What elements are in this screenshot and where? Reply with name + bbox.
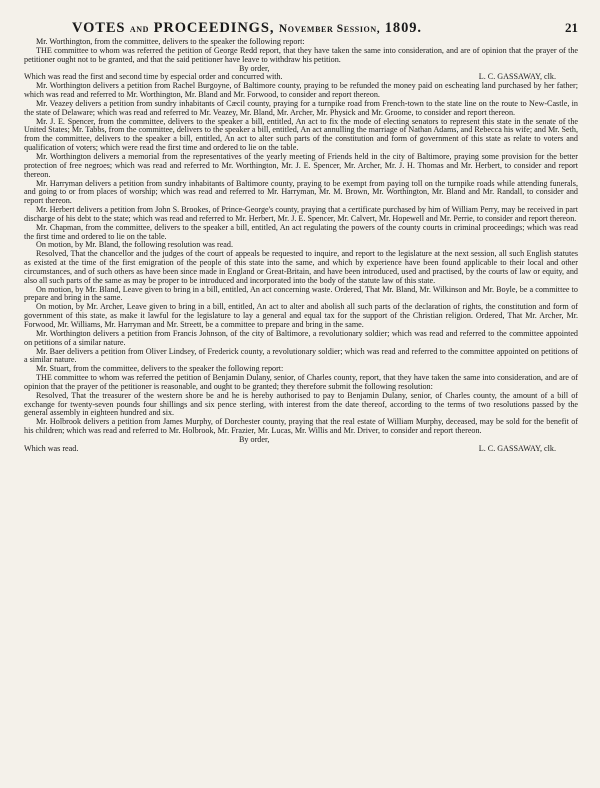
paragraph: Mr. Baer delivers a petition from Oliver Lindsey, of Frederick county, a revolutionary soldier; which was read and referred to the committee appointed on petitions of a similar nature. xyxy=(24,346,578,365)
document-body xyxy=(24,38,578,454)
paragraph: Mr. Holbrook delivers a petition from James Murphy, of Dorchester county, praying that the real estate of William Murphy, deceased, may be sold for the benefit of his children; which was read and referred to Mr. Holbrook, Mr. Frazier, Mr. Lucas, Mr. Willis and Mr. Driver, to consider and report thereon. xyxy=(24,417,578,436)
paragraph: Mr. Worthington delivers a memorial from the representatives of the yearly meeting of Friends held in the city of Baltimore, praying some provision for the better protection of free negroes; which was read and referred to Mr. Worthington, Mr. J. E. Spencer, Mr. Archer, Mr. J. H. Thomas and Mr. Herbert, to consider and report thereon. xyxy=(24,151,578,179)
paragraph: Mr. Worthington delivers a petition from Rachel Burgoyne, of Baltimore county, praying to be refunded the money paid on escheating land purchased by her father; which was read and referred to Mr. Worthington, Mr. Bland and Mr. Forwood, to consider and report thereon. xyxy=(24,81,578,100)
title-proceedings: PROCEEDINGS, xyxy=(153,20,275,36)
clerk-signature: L. C. GASSAWAY, clk. xyxy=(478,72,556,82)
paragraph: Mr. Chapman, from the committee, delivers to the speaker a bill, entitled, An act regulating the powers of the county courts in criminal proceedings; which was read the first time and ordered to lie on the table. xyxy=(24,222,578,241)
page-header xyxy=(24,20,578,37)
paragraph: Mr. Worthington, from the committee, delivers to the speaker the following report: xyxy=(36,37,305,46)
by-order: By order, xyxy=(239,434,270,444)
paragraph: THE committee to whom was referred the petition of Benjamin Dulany, senior, of Charles county, report, that they have taken the same into consideration, and are of opinion that the prayer of the petitioner is reasonable, and ought to be granted; they therefore submit the following resolution: xyxy=(24,373,578,391)
paragraph: Mr. Stuart, from the committee, delivers to the speaker the following report: xyxy=(36,364,284,374)
page-number: 21 xyxy=(565,20,578,35)
paragraph: Mr. Harryman delivers a petition from sundry inhabitants of Baltimore county, praying to be exempt from paying toll on the turnpike roads while attending funerals, and going to or from places of worship; which was read and referred to Mr. Harryman, Mr. M. Brown, Mr. Worthington, Mr. Bland and Mr. Randall, to consider and report thereon. xyxy=(24,178,578,206)
by-order: By order, xyxy=(239,63,270,73)
read-line: Which was read. xyxy=(24,443,79,453)
paragraph: THE committee to whom was referred the petition of George Redd report, that they have taken the same into consideration, and are of opinion that the prayer of the petitioner ought not to be granted, and that the said petitioner have leave to withdraw his petition. xyxy=(24,45,578,64)
session-year: 1809. xyxy=(384,20,422,36)
paragraph: Mr. Worthington delivers a petition from Francis Johnson, of the city of Baltimore, a revolutionary soldier; which was read and referred to the committee appointed on petitions of a similar nature. xyxy=(24,328,578,347)
title-votes: VOTES xyxy=(72,20,126,36)
title-and: and xyxy=(129,23,150,35)
session-label: November Session, xyxy=(278,23,381,35)
paragraph: On motion, by Mr. Bland, Leave given to bring in a bill, entitled, An act concerning waste. Ordered, That Mr. Bland, Mr. Wilkinson and Mr. Boyle, be a committee to prepare and bring in the same. xyxy=(24,284,578,303)
concurrence-line: Which was read the first and second time by especial order and concurred with. xyxy=(24,72,283,82)
paragraph: On motion, by Mr. Bland, the following resolution was read. xyxy=(36,240,234,250)
paragraph: Mr. J. E. Spencer, from the committee, delivers to the speaker a bill, entitled, An act to fix the mode of electing senators to represent this state in the senate of the United States; Mr. Tabbs, from the committee, delivers to the speaker a bill, entitled, An act annulling the marriage of Nathan Adams, and Rebecca his wife; and Mr. Seth, from the committee, delivers to the speaker a bill, entitled, An act to alter such parts of the constitution and form of government of this state as relate to voters and qualification of voters; which were read the first time and ordered to lie on the table. xyxy=(24,116,578,153)
paragraph: On motion, by Mr. Archer, Leave given to bring in a bill, entitled, An act to alter and abolish all such parts of the declaration of rights, the constitution and form of government of this state, as make it lawful for the legislature to lay a general and equal tax for the support of the Christian religion. Ordered, That Mr. Archer, Mr. Forwood, Mr. Williams, Mr. Harryman and Mr. Streett, be a committee to prepare and bring in the same. xyxy=(24,302,578,329)
paragraph: Mr. Herbert delivers a petition from John S. Brookes, of Prince-George's county, praying that a certificate purchased by him of William Perry, may be received in part discharge of his debt to the state; which was read and referred to Mr. Herbert, Mr. J. E. Spencer, Mr. Calvert, Mr. Hopewell and Mr. Perrie, to consider and report thereon. xyxy=(24,205,578,223)
paragraph: Mr. Veazey delivers a petition from sundry inhabitants of Cæcil county, praying for a turnpike road from French-town to the state line on the route to New-Castle, in the state of Delaware; which was read and referred to Mr. Veazey, Mr. Bland, Mr. Archer, Mr. Physick and Mr. Groome, to consider and report thereon. xyxy=(24,98,578,117)
signature-line xyxy=(24,445,578,454)
paragraph: Resolved, That the treasurer of the western shore be and he is hereby authorised to pay to Benjamin Dulany, senior, of Charles county, the amount of a bill of exchange for twenty-seven pounds four shillings and six pence sterling, with interest from the date thereof, according to the terms of two resolutions passed by the general assembly in eighteen hundred and six. xyxy=(24,390,578,418)
paragraph: Resolved, That the chancellor and the judges of the court of appeals be requested to inquire, and report to the legislature at the next session, all such English statutes as existed at the time of the first emigration of the people of this state into the same, and which by experience have been found applicable to their local and other circumstances, and of such others as have been since made in England or Great-Britain, and have been introduced, used and practised, by the courts of law or equity, and also all such parts of the same as may be proper to be introduced and incorporated into the body of the statute law of this state. xyxy=(24,249,578,285)
running-title xyxy=(72,20,422,37)
clerk-signature: L. C. GASSAWAY, clk. xyxy=(478,443,556,453)
